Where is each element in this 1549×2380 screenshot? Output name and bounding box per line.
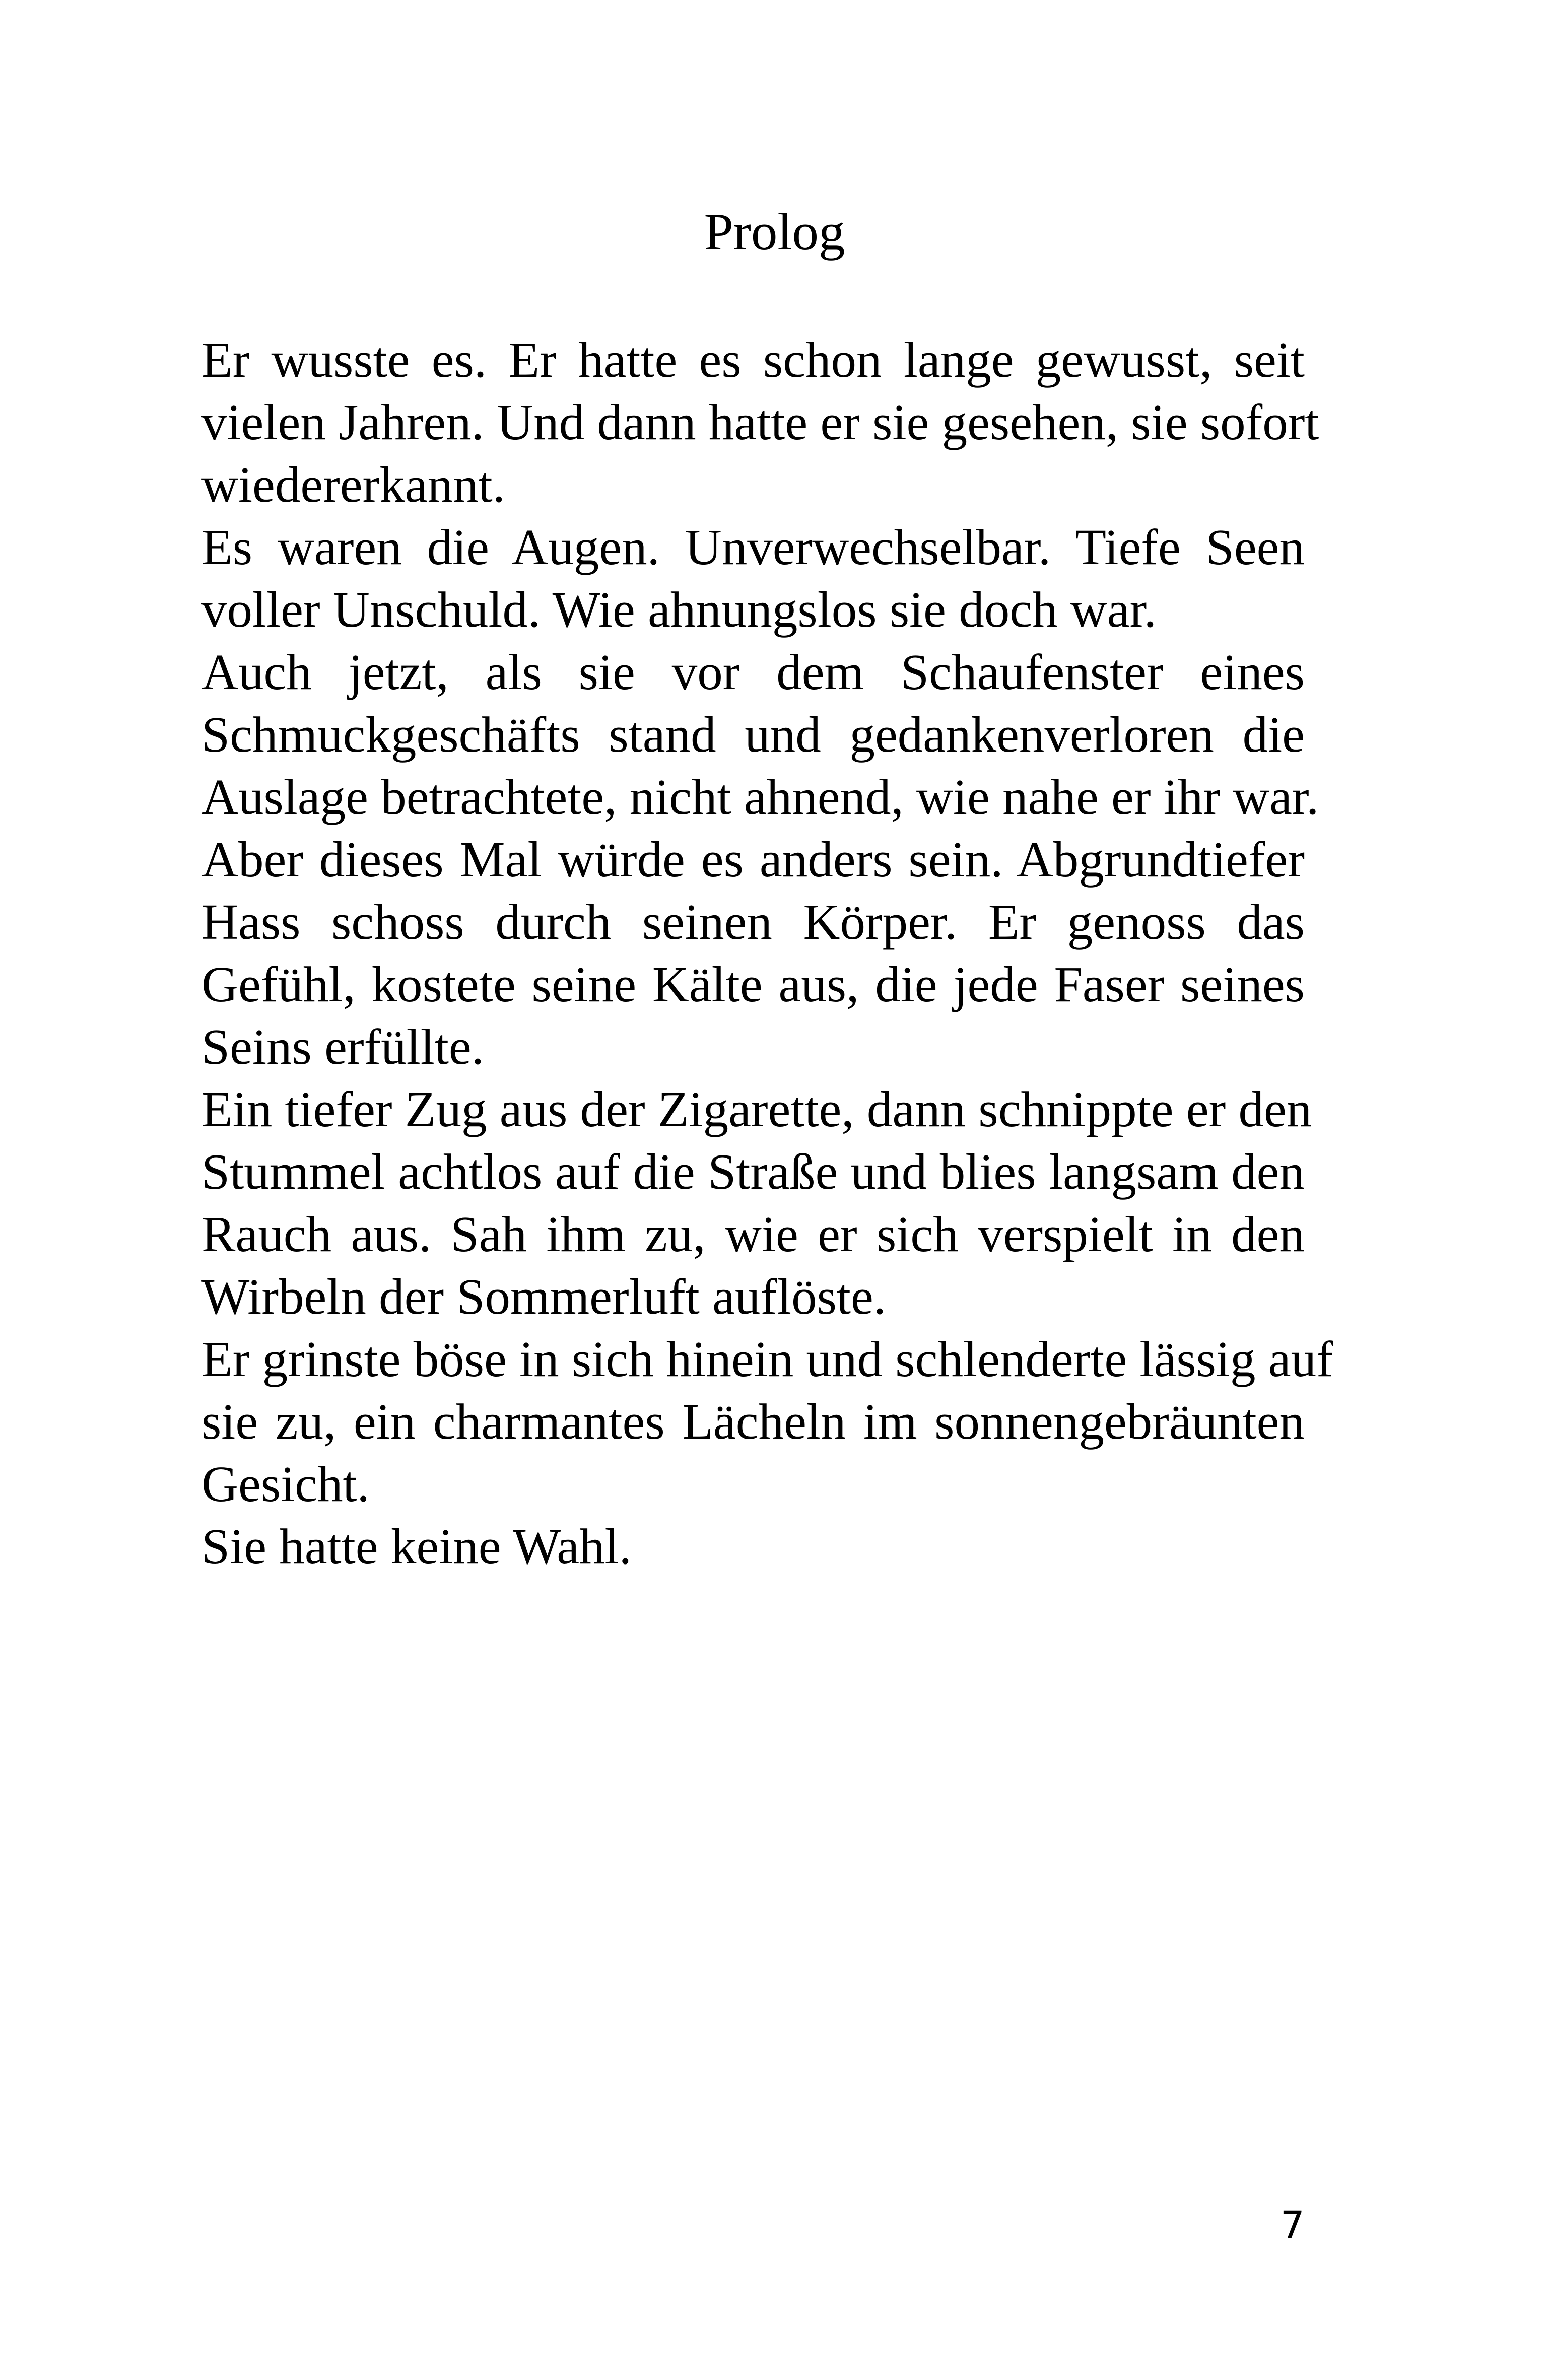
text-line: vielen Jahren. Und dann hatte er sie gesehen, sie sofort xyxy=(201,394,1319,450)
text-line: Stummel achtlos auf die Straße und blies langsam den xyxy=(201,1143,1305,1200)
text-line: Auslage betrachtete, nicht ahnend, wie nahe er ihr war. xyxy=(201,769,1319,825)
text-line: Sie hatte keine Wahl. xyxy=(201,1518,632,1575)
text-line: Gesicht. xyxy=(201,1456,370,1512)
paragraph xyxy=(201,641,1319,828)
text-line: Es waren die Augen. Unverwechselbar. Tiefe Seen xyxy=(201,519,1305,575)
paragraph xyxy=(201,328,1319,516)
text-line: Rauch aus. Sah ihm zu, wie er sich verspielt in den xyxy=(201,1206,1305,1262)
text-line: Auch jetzt, als sie vor dem Schaufenster eines xyxy=(201,644,1305,700)
chapter-title: Prolog xyxy=(704,202,845,261)
text-line: sie zu, ein charmantes Lächeln im sonnengebräunten xyxy=(201,1393,1305,1450)
paragraph xyxy=(201,1328,1333,1515)
text-line: Er wusste es. Er hatte es schon lange gewusst, seit xyxy=(201,331,1305,388)
text-line: voller Unschuld. Wie ahnungslos sie doch war. xyxy=(201,581,1157,638)
paragraph xyxy=(201,828,1305,1078)
page-number: 7 xyxy=(1280,2203,1305,2248)
text-line: Aber dieses Mal würde es anders sein. Abgrundtiefer xyxy=(201,831,1305,888)
text-line: Ein tiefer Zug aus der Zigarette, dann schnippte er den xyxy=(201,1081,1312,1137)
text-line: Wirbeln der Sommerluft auflöste. xyxy=(201,1268,887,1325)
paragraph xyxy=(201,1515,1305,1578)
paragraph xyxy=(201,1078,1312,1328)
text-line: Er grinste böse in sich hinein und schlenderte lässig auf xyxy=(201,1331,1333,1387)
chapter-body xyxy=(201,328,1333,1578)
text-line: Schmuckgeschäfts stand und gedankenverloren die xyxy=(201,706,1305,763)
text-line: Seins erfüllte. xyxy=(201,1018,484,1075)
text-line: Gefühl, kostete seine Kälte aus, die jede Faser seines xyxy=(201,956,1305,1012)
text-line: wiedererkannt. xyxy=(201,456,505,513)
paragraph xyxy=(201,516,1305,641)
text-line: Hass schoss durch seinen Körper. Er genoss das xyxy=(201,894,1305,950)
